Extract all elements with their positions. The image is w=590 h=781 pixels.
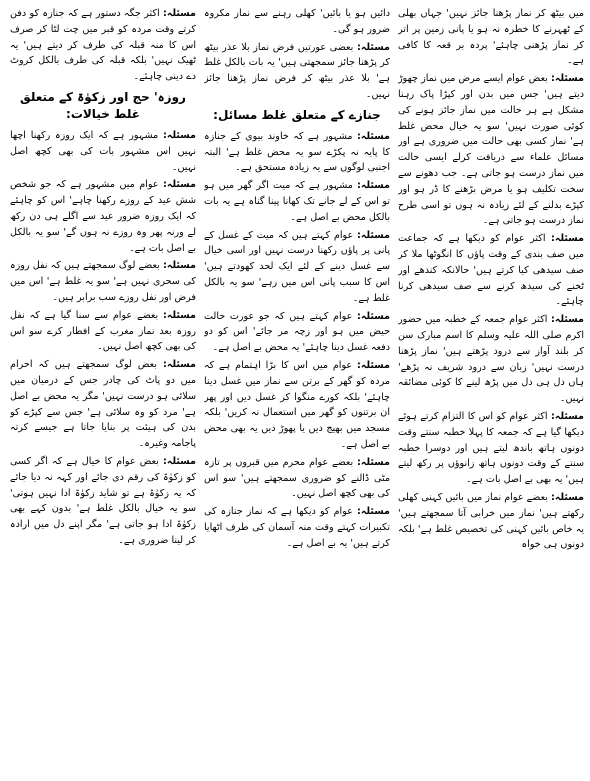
masala-label: مسئلہ: xyxy=(163,260,196,272)
paragraph xyxy=(398,6,584,69)
masala-label: مسئلہ: xyxy=(551,233,584,245)
paragraph xyxy=(10,454,196,549)
masala-label: مسئلہ: xyxy=(551,314,584,326)
paragraph-text: بعضے لوگ سمجھتے ہیں کہ نفل روزہ کی سحری نہیں ہے' سو یہ غلط ہے' اس میں فرض اور نفل روزے سب برابر ہیں۔ xyxy=(10,260,196,303)
paragraph-text: دائیں ہو یا بائیں' کھلی رہنے سے نماز مکروہ ضرور ہو گی۔ xyxy=(204,8,390,35)
paragraph xyxy=(204,228,390,307)
masala-label: مسئلہ: xyxy=(163,359,196,371)
masala-label: مسئلہ: xyxy=(550,491,584,503)
masala-label: مسئلہ: xyxy=(357,506,390,518)
masala-label: مسئلہ: xyxy=(357,456,390,468)
paragraph-text: بعضے عوام نماز میں بائیں کہنی کھلی رکھتے ہیں' نماز میں خرابی آتا سمجھتے ہیں' یہ خاص بائیں کہنی کی تخصیص غلط ہے' بلکہ دونوں ہی خواہ xyxy=(398,491,584,551)
masala-label: مسئلہ: xyxy=(356,310,390,322)
masala-label: مسئلہ: xyxy=(162,455,196,467)
paragraph-text: بعض عوام ایسے مرض میں نماز چھوڑ دیتے ہیں' جس میں بدن اور کپڑا پاک رہنا مشکل ہے ہر حالت میں نماز جائز ہونے کی کوئی صورت نہیں' سو یہ خیال محض غلط ہے' نماز کسی بھی حالت میں ضروری ہے اور مسائل علماء سے دریافت کرلے ایسی حالت میں نماز درست ہو جاتی ہے۔ جب دھونے سے سخت تکلیف ہو یا مرض بڑھنے کا ڈر ہو اور کپڑے بدلنے کے لئے زیادہ نہ ہوں تو اسی طرح نماز درست ہو جاتی ہے۔ xyxy=(398,73,584,227)
paragraph-text: اکثر عوام کو دیکھا ہے کہ جماعت میں صف بندی کے وقت پاؤں کا انگوٹھا ملا کر صف سیدھی کیا کرتے ہیں' حالانکہ کندھے اور ٹخنے کی سیدھ کرنے سے صف سیدھی کرنا چاہئے۔ xyxy=(398,233,584,308)
paragraph xyxy=(398,71,584,229)
paragraph xyxy=(398,409,584,488)
paragraph xyxy=(204,455,390,502)
paragraph xyxy=(398,312,584,407)
paragraph-text: بعضے عوام سے سنا گیا ہے کہ نفل روزہ بعد نماز مغرب کے افطار کرے سو اس کی بھی کچھ اصل نہیں۔ xyxy=(10,309,196,353)
masala-label: مسئلہ: xyxy=(356,229,390,241)
masala-label: مسئلہ: xyxy=(550,410,584,422)
column-middle xyxy=(204,6,390,781)
section-heading: جنازے کے متعلق غلط مسائل: xyxy=(213,107,381,122)
paragraph xyxy=(10,128,196,175)
paragraph-text: مشہور ہے کہ میت اگر گھر میں ہو تو اس کے لے جانے تک کھانا پینا گناہ ہے یہ بات بالکل محض بے اصل ہے۔ xyxy=(204,180,390,223)
masala-label: مسئلہ: xyxy=(357,41,390,53)
masala-label: مسئلہ: xyxy=(356,130,390,142)
paragraph-text: بعض عوام کا خیال ہے کہ اگر کسی کو زکوٰۃ کی رقم دی جائے اور کہہ نہ دیا جائے کہ یہ زکوٰۃ ہے تو شاید زکوٰۃ ادا نہیں ہوتی' سو یہ خیال بالکل غلط ہے' بدون کہے بھی زکوٰۃ ادا ہو جاتی ہے' مگر اپنے دل میں ارادہ کر لینا ضروری ہے۔ xyxy=(10,455,196,546)
paragraph-text: بعض لوگ سمجھتے ہیں کہ احرام میں دو پاٹ کی چادر جس کے درمیان میں سلائی ہو درست نہیں' مگر یہ محض بے اصل ہے' مرد کو وہ سلائی ہے' جس سے کپڑے کو بدن کی ہیئت پر بنایا جاتا ہے جیسے کرتہ پاجامہ وغیرہ۔ xyxy=(10,359,196,450)
paragraph xyxy=(204,40,390,103)
paragraph-text: عوام کہتے ہیں کہ میت کے غسل کے پانی پر پاؤں رکھنا درست نہیں اور اسی خیال سے غسل دینے کے لئے ایک لحد کھودتے ہیں' اس کا سبب پانی اس میں رہے' سو یہ بالکل غلط ہے۔ xyxy=(204,229,390,304)
paragraph-text: عوام کو دیکھا ہے کہ نماز جنازہ کی تکبیرات کہتے وقت منہ آسمان کی طرف اٹھایا کرتے ہیں' یہ بے اصل ہے۔ xyxy=(204,506,390,549)
paragraph-text: مشہور ہے کہ ایک روزہ رکھنا اچھا نہیں اس مشہور بات کی بھی کچھ اصل نہیں۔ xyxy=(10,129,196,173)
masala-label: مسئلہ: xyxy=(162,8,196,19)
paragraph-text: عوام میں مشہور ہے کہ جو شخص شش عید کے روزے رکھنا چاہے' اس کو چاہئے کہ ایک روزہ ضرور عید سے اگلے ہی دن رکھ لے ورنہ پھر وہ روزے نہ ہوں گے' سو یہ بالکل بے اصل بات ہے۔ xyxy=(10,179,196,254)
paragraph xyxy=(10,258,196,305)
paragraph-text: اکثر عوام کو اس کا التزام کرتے ہوئے دیکھا گیا ہے کہ جمعہ کا پہلا خطبہ سنتے وقت دونوں ہاتھ باندھ لیتے ہیں اور دوسرا خطبہ سنتے کے وقت دونوں ہاتھ زانوؤں پر رکھ لیتے ہیں' یہ بھی بے اصل بات ہے۔ xyxy=(398,410,584,486)
paragraph xyxy=(204,358,390,453)
masala-label: مسئلہ: xyxy=(551,73,584,85)
paragraph-text: اکثر عوام جمعہ کے خطبہ میں حضور اکرم صلی اللہ علیہ وسلم کا اسم مبارک سن کر بلند آواز سے درود پڑھتے ہیں' نماز پڑھنا درست نہیں' زبان سے درود شریف نہ پڑھے' ہاں دل ہی دل میں پڑھ لینے کا کوئی مضائقہ نہیں۔ xyxy=(398,314,584,405)
paragraph xyxy=(204,309,390,356)
paragraph-text: مشہور ہے کہ خاوند بیوی کے جنازہ کا پایہ نہ پکڑے سو یہ محض غلط ہے' البتہ اجنبی لوگوں سے یہ زیادہ مستحق ہے۔ xyxy=(204,130,390,174)
column-left xyxy=(10,6,196,781)
paragraph xyxy=(398,231,584,310)
paragraph-text: بعضے عوام محرم میں قبروں پر تازہ مٹی ڈالنے کو ضروری سمجھتے ہیں' سو اس کی بھی کچھ اصل نہیں۔ xyxy=(204,456,390,500)
paragraph-text: اکثر جگہ دستور ہے کہ جنازہ کو دفن کرتے وقت مردہ کو قبر میں چت لٹا کر صرف اس کا منہ قبلہ کی طرف کر دیتے ہیں' یہ ٹھیک نہیں' بلکہ قبلہ کی طرف بالکل کروٹ دے دینی چاہئے۔ xyxy=(10,8,196,83)
paragraph xyxy=(204,504,390,551)
paragraph-text: عوام میں اس کا بڑا اہتمام ہے کہ مردہ کو گھر کے برتن سے نماز میں غسل دینا چاہئے' بلکہ کورے منگوا کر غسل دیں اور پھر ان برتنوں کو گھر میں استعمال نہ کریں' بلکہ مسجد میں بھیج دیں یا پھوڑ دیں یہ بھی محض بے اصل ہے۔ xyxy=(204,359,390,450)
paragraph xyxy=(204,129,390,176)
masala-label: مسئلہ: xyxy=(163,129,196,141)
masala-label: مسئلہ: xyxy=(356,359,390,371)
paragraph xyxy=(10,177,196,256)
masala-label: مسئلہ: xyxy=(163,309,196,321)
paragraph xyxy=(204,6,390,38)
column-right xyxy=(398,6,584,781)
masala-label: مسئلہ: xyxy=(356,180,390,192)
paragraph xyxy=(204,178,390,225)
paragraph xyxy=(10,357,196,452)
paragraph xyxy=(10,6,196,85)
paragraph-text: عوام کہتے ہیں کہ جو عورت حالت حیض میں ہو اور زچہ مر جائے' اس کو دو دفعہ غسل دینا چاہئے' یہ محض بے اصل ہے۔ xyxy=(204,310,390,354)
paragraph xyxy=(398,490,584,553)
paragraph-text: میں بیٹھ کر نماز پڑھنا جائز نہیں' جہاں بھلی کے ٹھہرنے کا خطرہ نہ ہو یا پانی زمین پر اتر کر نماز پڑھنی چاہئے' پردہ بر قعہ کا کافی ہے۔ xyxy=(398,8,584,67)
masala-label: مسئلہ: xyxy=(162,179,196,191)
paragraph-text: بعضی عورتیں فرض نماز بلا عذر بیٹھ کر پڑھنا جائز سمجھتی ہیں' یہ بات بالکل غلط ہے' بلا عذر بیٹھ کر فرض نماز پڑھنا جائز نہیں۔ xyxy=(204,41,390,100)
section-heading: روزہ' حج اور زکوٰۃ کے متعلق غلط خیالات: xyxy=(20,89,186,121)
paragraph xyxy=(10,308,196,355)
